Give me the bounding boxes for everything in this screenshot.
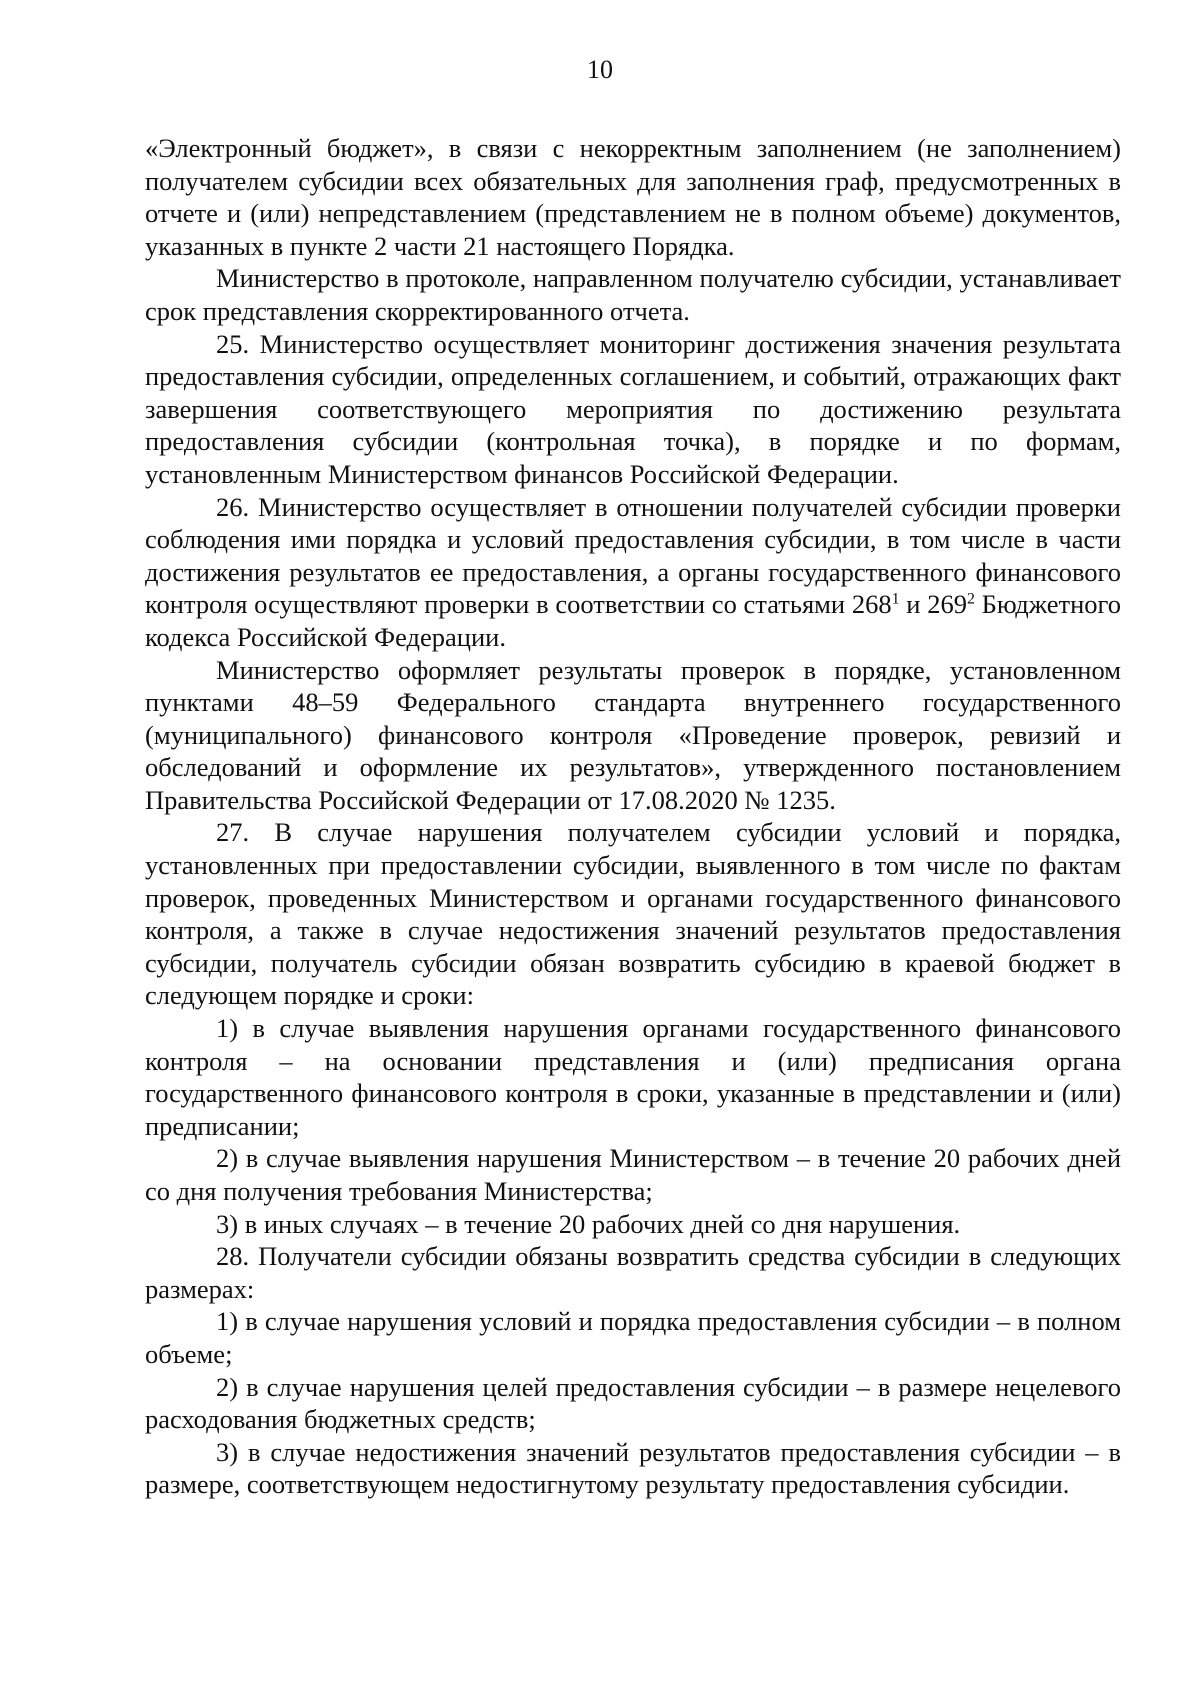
list-item-27-2: 2) в случае выявления нарушения Министерством – в течение 20 рабочих дней со дня получения требования Министерства; [145, 1143, 1121, 1206]
document-body [145, 132, 1121, 1501]
paragraph-inspection-results: Министерство оформляет результаты проверок в порядке, установленном пунктами 48–59 Федерального стандарта внутреннего государственного (муниципального) финансового контроля «Проведение проверок, ревизий и обследований и оформление их результатов», утвержденного постановлением Правительства Российской Федерации от 17.08.2020 № 1235. [145, 654, 1121, 815]
paragraph-26 [145, 491, 1121, 654]
page-number: 10 [587, 55, 613, 84]
list-item-28-2: 2) в случае нарушения целей предоставления субсидии – в размере нецелевого расходования бюджетных средств; [145, 1371, 1121, 1435]
paragraph-27: 27. В случае нарушения получателем субсидии условий и порядка, установленных при предоставлении субсидии, выявленного в том числе по фактам проверок, проведенных Министерством и органами государственного финансового контроля, а также в случае недостижения значений результатов предоставления субсидии, получатель субсидии обязан возвратить субсидию в краевой бюджет в следующем порядке и сроки: [145, 817, 1121, 1011]
paragraph-protocol: Министерство в протоколе, направленном получателю субсидии, устанавливает срок представления скорректированного отчета. [145, 263, 1121, 326]
paragraph-continuation: «Электронный бюджет», в связи с некорректным заполнением (не заполнением) получателем субсидии всех обязательных для заполнения граф, предусмотренных в отчете и (или) непредставлением (представлением не в полном объеме) документов, указанных в пункте 2 части 21 настоящего Порядка. [145, 133, 1121, 261]
paragraph-26-tail: Бюджетного кодекса Российской Федерации. [145, 589, 1121, 652]
list-item-28-1: 1) в случае нарушения условий и порядка предоставления субсидии – в полном объеме; [145, 1306, 1121, 1369]
superscript-2: 2 [966, 590, 975, 608]
list-item-27-1: 1) в случае выявления нарушения органами государственного финансового контроля – на основании представления и (или) предписания органа государственного финансового контроля в сроки, указанные в представлении и (или) предписании; [145, 1013, 1121, 1141]
list-item-27-3: 3) в иных случаях – в течение 20 рабочих дней со дня нарушения. [216, 1208, 961, 1239]
paragraph-25: 25. Министерство осуществляет мониторинг достижения значения результата предоставления субсидии, определенных соглашением, и событий, отражающих факт завершения соответствующего мероприятия по достижению результата предоставления субсидии (контрольная точка), в порядке и по формам, установленным Министерством финансов Российской Федерации. [145, 328, 1121, 489]
list-item-28-3: 3) в случае недостижения значений результатов предоставления субсидии – в размере, соответствующем недостигнутому результату предоставления субсидии. [145, 1436, 1121, 1500]
paragraph-28: 28. Получатели субсидии обязаны возвратить средства субсидии в следующих размерах: [145, 1241, 1121, 1304]
superscript-1: 1 [891, 590, 900, 608]
paragraph-26-text: 26. Министерство осуществляет в отношении получателей субсидии проверки соблюдения ими порядка и условий предоставления субсидии, в том числе в части достижения результатов ее предоставления, а органы государственного финансового контроля осуществляют проверки в соответствии со статьями 268 [145, 491, 1121, 620]
paragraph-26-mid: и 269 [899, 589, 967, 620]
